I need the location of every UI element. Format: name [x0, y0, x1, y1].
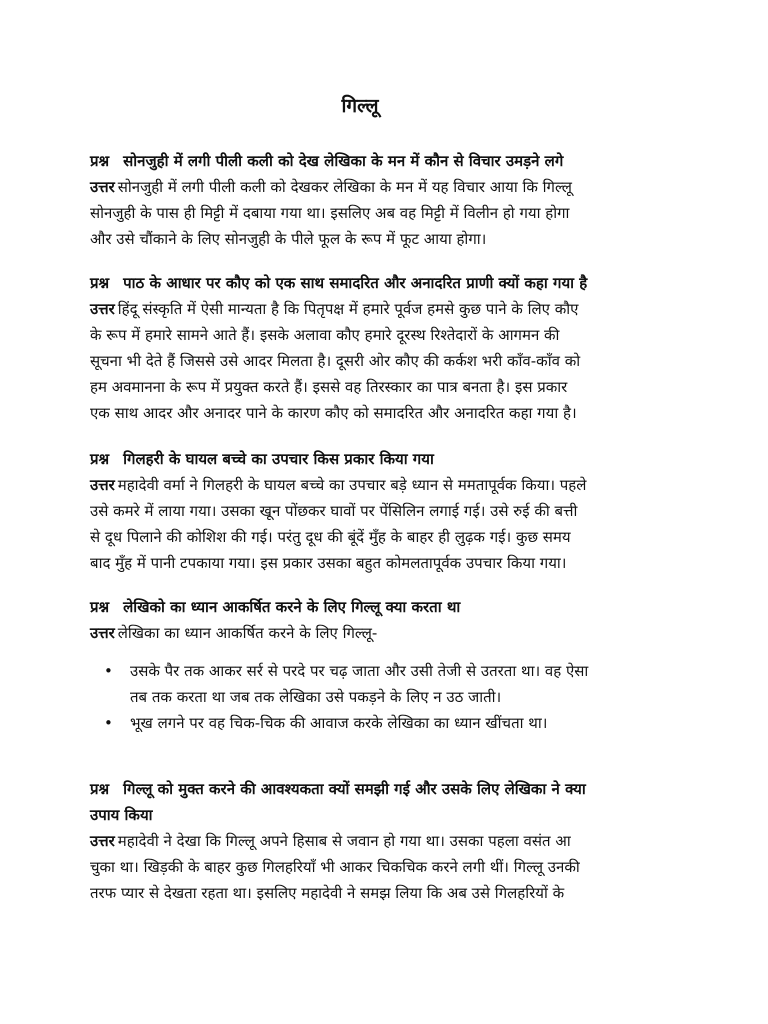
- answer-text: हिंदू संस्कृति में ऐसी मान्यता है कि पितृपक्ष में हमारे पूर्वज हमसे कुछ पाने के लिए कौए: [117, 300, 579, 318]
- answer-line: सूचना भी देते हैं जिससे उसे आदर मिलता है। दूसरी ओर कौए की कर्कश भरी काँव-काँव को: [90, 352, 581, 370]
- answer-2: [90, 296, 670, 426]
- bullet-line: भूख लगने पर वह चिक-चिक की आवाज करके लेखिका का ध्यान खींचता था।: [130, 714, 548, 732]
- answer-text: महादेवी वर्मा ने गिलहरी के घायल बच्चे का उपचार बड़े ध्यान से ममतापूर्वक किया। पहले: [117, 476, 587, 494]
- answer-line: सोनजुही के पास ही मिट्टी में दबाया गया था। इसलिए अब वह मिट्टी में विलीन हो गया होगा: [90, 204, 570, 222]
- answer-line: से दूध पिलाने की कोशिश की गई। परंतु दूध की बूंदें मुँह के बाहर ही लुढ़क गई। कुछ समय: [90, 528, 571, 546]
- answer-text: सोनजुही में लगी पीली कली को देखकर लेखिका के मन में यह विचार आया कि गिल्लू: [117, 178, 572, 196]
- answer-line: [90, 296, 670, 322]
- answer-3: [90, 472, 670, 576]
- answer-line: [90, 828, 670, 854]
- question-label: प्रश्न: [90, 598, 110, 616]
- bullet-list: [90, 658, 670, 736]
- question-text: सोनजुही में लगी पीली कली को देख लेखिका के मन में कौन से विचार उमड़ने लगे: [123, 152, 564, 170]
- question-label: प्रश्न: [90, 274, 110, 292]
- answer-line: [90, 472, 670, 498]
- answer-line: उसे कमरे में लाया गया। उसका खून पोंछकर घावों पर पेंसिलिन लगाई गई। उसे रुई की बत्ती: [90, 502, 578, 520]
- question-text: लेखिको का ध्यान आकर्षित करने के लिए गिल्लू क्या करता था: [123, 598, 461, 616]
- answer-1: [90, 174, 670, 252]
- answer-line: चुका था। खिड़की के बाहर कुछ गिलहरियाँ भी आकर चिकचिक करने लगी थीं। गिल्लू उनकी: [90, 858, 580, 876]
- qa-block-1: [90, 148, 670, 252]
- question-label: प्रश्न: [90, 152, 110, 170]
- bullet-item: [104, 710, 670, 736]
- answer-text: लेखिका का ध्यान आकर्षित करने के लिए गिल्लू-: [117, 624, 378, 642]
- answer-label: उत्तर: [90, 178, 115, 196]
- qa-block-5: [90, 776, 670, 906]
- qa-block-3: [90, 446, 670, 576]
- answer-label: उत्तर: [90, 832, 115, 850]
- answer-label: उत्तर: [90, 300, 115, 318]
- question-3: [90, 446, 670, 472]
- bullet-dot-icon: •: [104, 714, 113, 732]
- question-5: [90, 776, 670, 828]
- answer-text: महादेवी ने देखा कि गिल्लू अपने हिसाब से जवान हो गया था। उसका पहला वसंत आ: [117, 832, 571, 850]
- question-label: प्रश्न: [90, 780, 110, 798]
- answer-line: बाद मुँह में पानी टपकाया गया। इस प्रकार उसका बहुत कोमलतापूर्वक उपचार किया गया।: [90, 554, 567, 572]
- answer-4: [90, 620, 670, 736]
- bullet-item: [104, 658, 670, 710]
- question-line: [90, 776, 670, 802]
- answer-5: [90, 828, 670, 906]
- answer-label: उत्तर: [90, 624, 115, 642]
- answer-line: [90, 620, 670, 646]
- answer-line: के रूप में हमारे सामने आते हैं। इसके अलावा कौए हमारे दूरस्थ रिश्तेदारों के आगमन की: [90, 326, 560, 344]
- answer-line: हम अवमानना के रूप में प्रयुक्त करते हैं। इससे वह तिरस्कार का पात्र बनता है। इस प्रकार: [90, 378, 568, 396]
- qa-block-2: [90, 270, 670, 426]
- qa-block-4: [90, 594, 670, 736]
- document-title: गिल्लू: [341, 95, 379, 117]
- bullet-line: उसके पैर तक आकर सर्र से परदे पर चढ़ जाता और उसी तेजी से उतरता था। वह ऐसा: [130, 662, 589, 680]
- answer-line: और उसे चौंकाने के लिए सोनजुही के पीले फूल के रूप में फूट आया होगा।: [90, 230, 487, 248]
- question-1: [90, 148, 670, 174]
- answer-line: [90, 174, 670, 200]
- bullet-dot-icon: •: [104, 662, 113, 680]
- bullet-line: तब तक करता था जब तक लेखिका उसे पकड़ने के लिए न उठ जाती।: [130, 688, 502, 706]
- question-text: पाठ के आधार पर कौए को एक साथ समादरित और अनादरित प्राणी क्यों कहा गया है: [123, 274, 588, 292]
- answer-label: उत्तर: [90, 476, 115, 494]
- question-line: उपाय किया: [90, 806, 153, 824]
- question-text: गिल्लू को मुक्त करने की आवश्यकता क्यों समझी गई और उसके लिए लेखिका ने क्या: [123, 780, 586, 798]
- question-text: गिलहरी के घायल बच्चे का उपचार किस प्रकार किया गया: [123, 450, 434, 468]
- answer-line: एक साथ आदर और अनादर पाने के कारण कौए को समादरित और अनादरित कहा गया है।: [90, 404, 577, 422]
- question-4: [90, 594, 670, 620]
- question-label: प्रश्न: [90, 450, 110, 468]
- question-2: [90, 270, 670, 296]
- answer-line: तरफ प्यार से देखता रहता था। इसलिए महादेवी ने समझ लिया कि अब उसे गिलहरियों के: [90, 884, 565, 902]
